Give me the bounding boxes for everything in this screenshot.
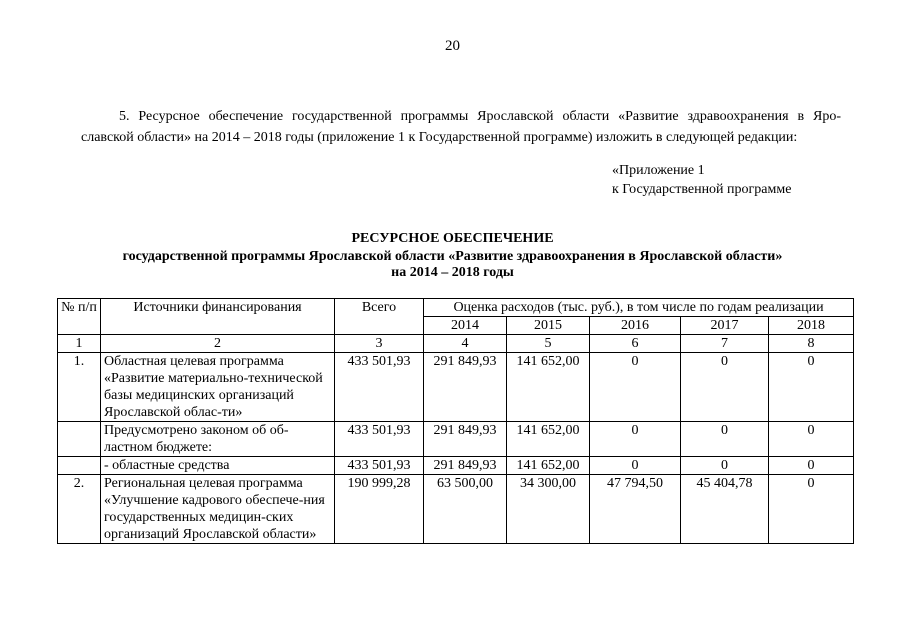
- row-2014: 291 849,93: [424, 457, 507, 475]
- paragraph-line-1: 5. Ресурсное обеспечение государственной программы Ярославской области «Развитие здравоохранения в Яро-: [119, 109, 841, 124]
- appendix-line-1: «Приложение 1: [612, 163, 705, 178]
- row-2016: 0: [590, 353, 681, 422]
- header-source: Источники финансирования: [101, 299, 335, 335]
- table-row: [58, 475, 854, 544]
- column-number: 7: [681, 335, 769, 353]
- column-number: 5: [507, 335, 590, 353]
- table-row: [58, 353, 854, 422]
- table-row: [58, 422, 854, 457]
- table-title: РЕСУРСНОЕ ОБЕСПЕЧЕНИЕ: [351, 231, 554, 246]
- row-2015: 34 300,00: [507, 475, 590, 544]
- header-estimate: Оценка расходов (тыс. руб.), в том числе по годам реализации: [424, 299, 854, 317]
- header-year: 2014: [424, 317, 507, 335]
- page-number: 20: [445, 38, 460, 54]
- appendix-line-2: к Государственной программе: [612, 182, 792, 197]
- row-source: Предусмотрено законом об об-ластном бюджете:: [101, 422, 335, 457]
- row-total: 433 501,93: [335, 353, 424, 422]
- column-number: 2: [101, 335, 335, 353]
- row-total: 433 501,93: [335, 422, 424, 457]
- header-year: 2015: [507, 317, 590, 335]
- row-source: Областная целевая программа «Развитие материально-технической базы медицинских организаций Ярославской облас-ти»: [101, 353, 335, 422]
- header-year: 2018: [769, 317, 854, 335]
- row-2016: 0: [590, 422, 681, 457]
- row-source: - областные средства: [101, 457, 335, 475]
- row-2017: 45 404,78: [681, 475, 769, 544]
- intro-paragraph: [81, 106, 841, 148]
- row-2015: 141 652,00: [507, 353, 590, 422]
- table-row: [58, 457, 854, 475]
- row-number: [58, 422, 101, 457]
- row-source: Региональная целевая программа «Улучшение кадрового обеспече-ния государственных медицин-ских организаций Ярославской области»: [101, 475, 335, 544]
- header-row: [58, 299, 854, 317]
- row-2018: 0: [769, 457, 854, 475]
- row-2018: 0: [769, 422, 854, 457]
- row-total: 190 999,28: [335, 475, 424, 544]
- column-number: 3: [335, 335, 424, 353]
- row-2017: 0: [681, 422, 769, 457]
- header-year: 2016: [590, 317, 681, 335]
- row-number: 2.: [58, 475, 101, 544]
- row-2017: 0: [681, 457, 769, 475]
- column-number: 4: [424, 335, 507, 353]
- row-2015: 141 652,00: [507, 457, 590, 475]
- table-subtitle: государственной программы Ярославской области «Развитие здравоохранения в Ярославской области»: [122, 249, 783, 264]
- header-year: 2017: [681, 317, 769, 335]
- header-no: № п/п: [58, 299, 101, 335]
- row-total: 433 501,93: [335, 457, 424, 475]
- header-total: Всего: [335, 299, 424, 335]
- row-number: 1.: [58, 353, 101, 422]
- column-number: 6: [590, 335, 681, 353]
- column-number: 8: [769, 335, 854, 353]
- row-2018: 0: [769, 353, 854, 422]
- row-2018: 0: [769, 475, 854, 544]
- table-period: на 2014 – 2018 годы: [391, 265, 514, 280]
- row-2015: 141 652,00: [507, 422, 590, 457]
- row-2016: 0: [590, 457, 681, 475]
- column-number: 1: [58, 335, 101, 353]
- resource-table: [57, 298, 854, 544]
- row-2014: 291 849,93: [424, 353, 507, 422]
- row-2016: 47 794,50: [590, 475, 681, 544]
- row-2014: 63 500,00: [424, 475, 507, 544]
- appendix-note: [612, 161, 791, 199]
- column-number-row: [58, 335, 854, 353]
- paragraph-line-2: славской области» на 2014 – 2018 годы (приложение 1 к Государственной программе) изложить в следующей редакции:: [81, 130, 798, 145]
- row-2014: 291 849,93: [424, 422, 507, 457]
- row-2017: 0: [681, 353, 769, 422]
- row-number: [58, 457, 101, 475]
